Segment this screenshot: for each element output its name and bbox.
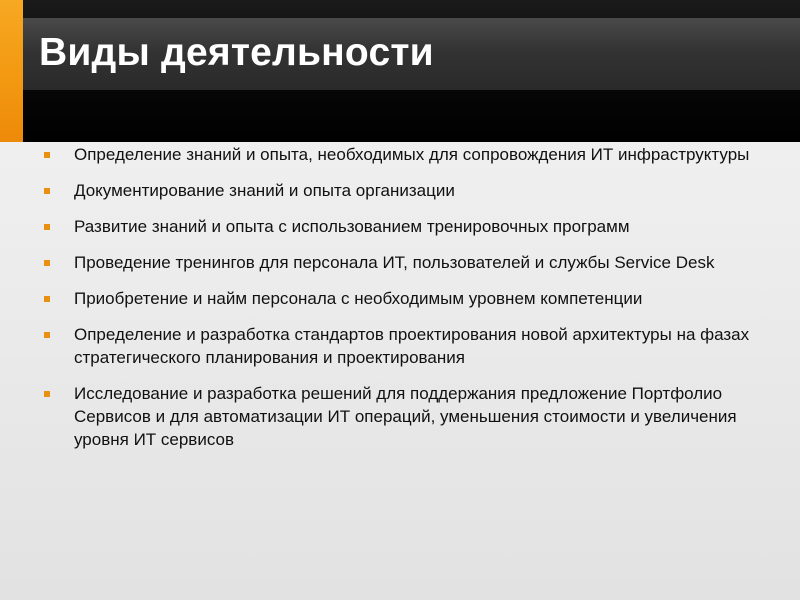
square-bullet-icon [44, 296, 50, 302]
square-bullet-icon [44, 332, 50, 338]
bullet-text: Приобретение и найм персонала с необходимым уровнем компетенции [74, 289, 643, 308]
square-bullet-icon [44, 260, 50, 266]
square-bullet-icon [44, 152, 50, 158]
bullet-item [42, 143, 762, 166]
bullet-list [42, 143, 762, 451]
slide-title: Виды деятельности [39, 31, 434, 74]
bullet-item [42, 382, 762, 451]
bullet-text: Развитие знаний и опыта с использованием тренировочных программ [74, 217, 630, 236]
bullet-text: Проведение тренингов для персонала ИТ, пользователей и службы Service Desk [74, 253, 715, 272]
bullet-text: Определение и разработка стандартов проектирования новой архитектуры на фазах стратегического планирования и проектирования [74, 325, 750, 367]
slide-header [0, 0, 800, 142]
square-bullet-icon [44, 391, 50, 397]
bullet-item [42, 287, 762, 310]
bullet-text: Документирование знаний и опыта организации [74, 181, 455, 200]
accent-bar [0, 0, 23, 142]
bullet-item [42, 251, 762, 274]
slide-content [42, 143, 762, 464]
bullet-item [42, 179, 762, 202]
bullet-item [42, 323, 762, 369]
square-bullet-icon [44, 224, 50, 230]
bullet-text: Исследование и разработка решений для поддержания предложение Портфолио Сервисов и для автоматизации ИТ операций, уменьшения стоимости и увеличения уровня ИТ сервисов [74, 384, 737, 449]
square-bullet-icon [44, 188, 50, 194]
bullet-text: Определение знаний и опыта, необходимых для сопровождения ИТ инфраструктуры [74, 145, 750, 164]
bullet-item [42, 215, 762, 238]
